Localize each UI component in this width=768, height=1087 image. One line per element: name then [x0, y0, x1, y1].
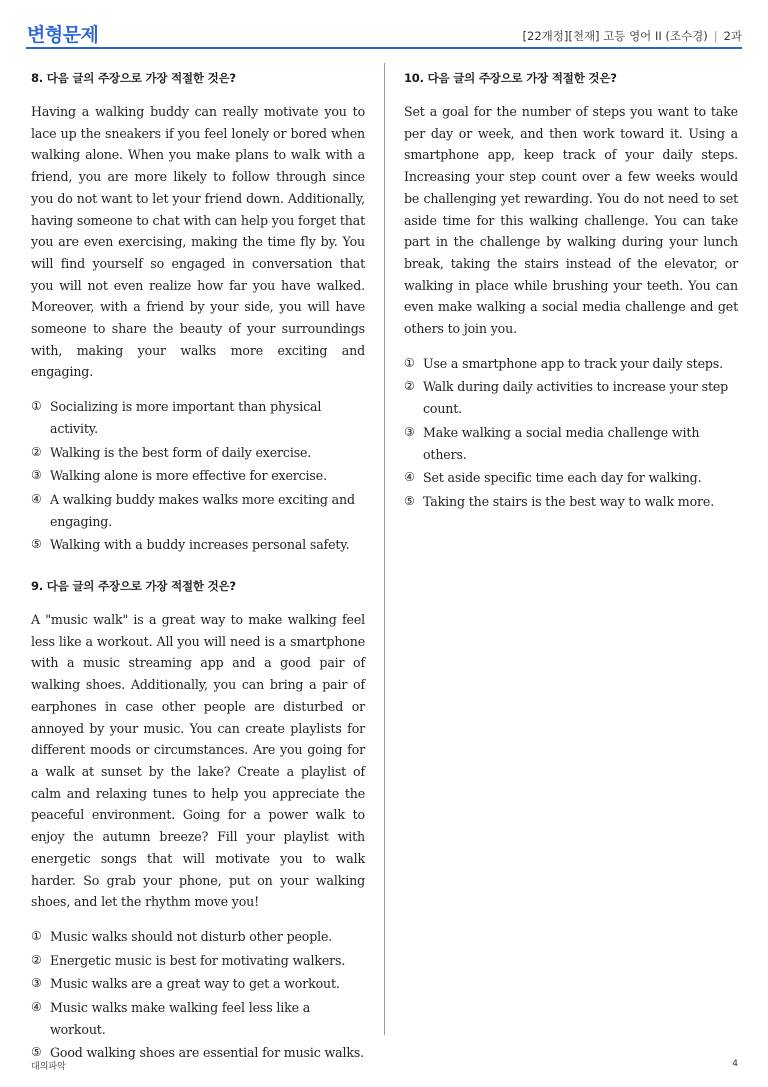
question-passage: Set a goal for the number of steps you want to take per day or week, and then work toward it. Using a smartphone app, keep track of your daily steps. Increasing your step count over a few weeks would be challenging yet rewarding. You do not need to set aside time for this walking challenge. You can take part in the challenge by walking during your lunch break, taking the stairs instead of the elevator, or walking in place while brushing your teeth. You can even make walking a social media challenge and get others to join you. — [404, 104, 738, 337]
question-9 — [31, 578, 365, 1064]
option-text: Make walking a social media challenge with others. — [423, 424, 700, 462]
option-text: Music walks are a great way to get a workout. — [50, 976, 340, 992]
answer-option[interactable] — [31, 489, 365, 532]
answer-option[interactable] — [31, 926, 365, 948]
option-text: A walking buddy makes walks more exciting and engaging. — [50, 491, 355, 529]
answer-option[interactable] — [404, 491, 738, 513]
page-number: 4 — [732, 1059, 738, 1069]
option-number: ② — [31, 952, 42, 967]
answer-options — [31, 396, 365, 556]
header-separator: | — [713, 29, 718, 43]
question-title: 10. 다음 글의 주장으로 가장 적절한 것은? — [404, 71, 617, 85]
course-name: [22개정][천재] 고등 영어 II (조수경) — [522, 29, 708, 43]
option-number: ③ — [31, 468, 42, 483]
option-text: Walking is the best form of daily exercise. — [50, 444, 312, 460]
column-divider — [384, 63, 385, 1035]
question-title: 8. 다음 글의 주장으로 가장 적절한 것은? — [31, 71, 236, 85]
answer-option[interactable] — [31, 1042, 365, 1064]
option-number: ⑤ — [31, 1045, 42, 1060]
option-text: Good walking shoes are essential for music walks. — [50, 1045, 364, 1061]
option-text: Socializing is more important than physical activity. — [50, 399, 322, 436]
option-text: Music walks make walking feel less like a workout. — [50, 1000, 311, 1037]
left-column — [31, 70, 365, 1086]
answer-option[interactable] — [31, 442, 365, 464]
answer-option[interactable] — [404, 422, 738, 465]
question-title: 9. 다음 글의 주장으로 가장 적절한 것은? — [31, 579, 236, 594]
option-number: ⑤ — [31, 537, 42, 552]
answer-option[interactable] — [31, 950, 365, 972]
course-info — [523, 28, 742, 44]
page-header — [0, 0, 768, 52]
footer-publisher: 대의파악 — [31, 1062, 66, 1072]
question-passage: A "music walk" is a great way to make walking feel less like a workout. All you will need is a smartphone with a music streaming app and a good pair of walking shoes. Additionally, you can bring a pair of earphones in case other people are disturbed or annoyed by your music. You can create playlists for different moods or circumstances. Are you going for a walk at sunset by the lake? Create a playlist of calm and relaxing tunes to help you appreciate the peaceful environment. Going for a power walk to enjoy the autumn breeze? Fill your playlist with energetic songs that will motivate you to walk harder. So grab your phone, put on your walking shoes, and let the rhythm move you! — [31, 612, 365, 910]
option-number: ⑤ — [404, 493, 415, 508]
option-number: ① — [404, 355, 415, 370]
question-8 — [31, 70, 365, 556]
answer-option[interactable] — [31, 973, 365, 995]
header-rule — [26, 47, 742, 49]
question-10 — [404, 70, 738, 513]
option-text: Energetic music is best for motivating walkers. — [50, 952, 346, 968]
answer-option[interactable] — [404, 353, 738, 375]
answer-option[interactable] — [31, 465, 365, 487]
right-column — [404, 70, 738, 535]
option-text: Walk during daily activities to increase your step count. — [423, 379, 729, 417]
option-number: ② — [31, 444, 42, 459]
option-text: Use a smartphone app to track your daily steps. — [423, 355, 723, 371]
option-number: ④ — [31, 1000, 42, 1015]
answer-option[interactable] — [404, 376, 738, 419]
answer-options — [31, 926, 365, 1064]
answer-option[interactable] — [31, 534, 365, 556]
option-number: ③ — [31, 976, 42, 991]
option-number: ④ — [404, 470, 415, 485]
option-number: ② — [404, 379, 415, 394]
lesson-label: 2과 — [723, 29, 742, 43]
answer-option[interactable] — [404, 467, 738, 489]
answer-option[interactable] — [31, 997, 365, 1040]
answer-options — [404, 353, 738, 513]
option-number: ③ — [404, 424, 415, 439]
option-text: Taking the stairs is the best way to walk more. — [423, 493, 715, 509]
option-text: Walking with a buddy increases personal safety. — [50, 537, 350, 553]
option-number: ④ — [31, 491, 42, 506]
question-passage: Having a walking buddy can really motivate you to lace up the sneakers if you feel lonely or bored when walking alone. When you make plans to walk with a friend, you are more likely to follow through since you do not want to let your friend down. Additionally, having someone to chat with can help you forget that you are even exercising, making the time fly by. You will find yourself so engaged in conversation that you will not even realize how far you have walked. Moreover, with a friend by your side, you will have someone to share the beauty of your surroundings with, making your walks more exciting and engaging. — [31, 104, 365, 380]
answer-option[interactable] — [31, 396, 365, 439]
brand-title: 변형문제 — [27, 24, 99, 46]
option-text: Walking alone is more effective for exercise. — [50, 468, 327, 484]
option-text: Music walks should not disturb other people. — [50, 928, 333, 944]
option-number: ① — [31, 928, 42, 943]
option-text: Set aside specific time each day for walking. — [423, 470, 702, 486]
option-number: ① — [31, 399, 42, 414]
